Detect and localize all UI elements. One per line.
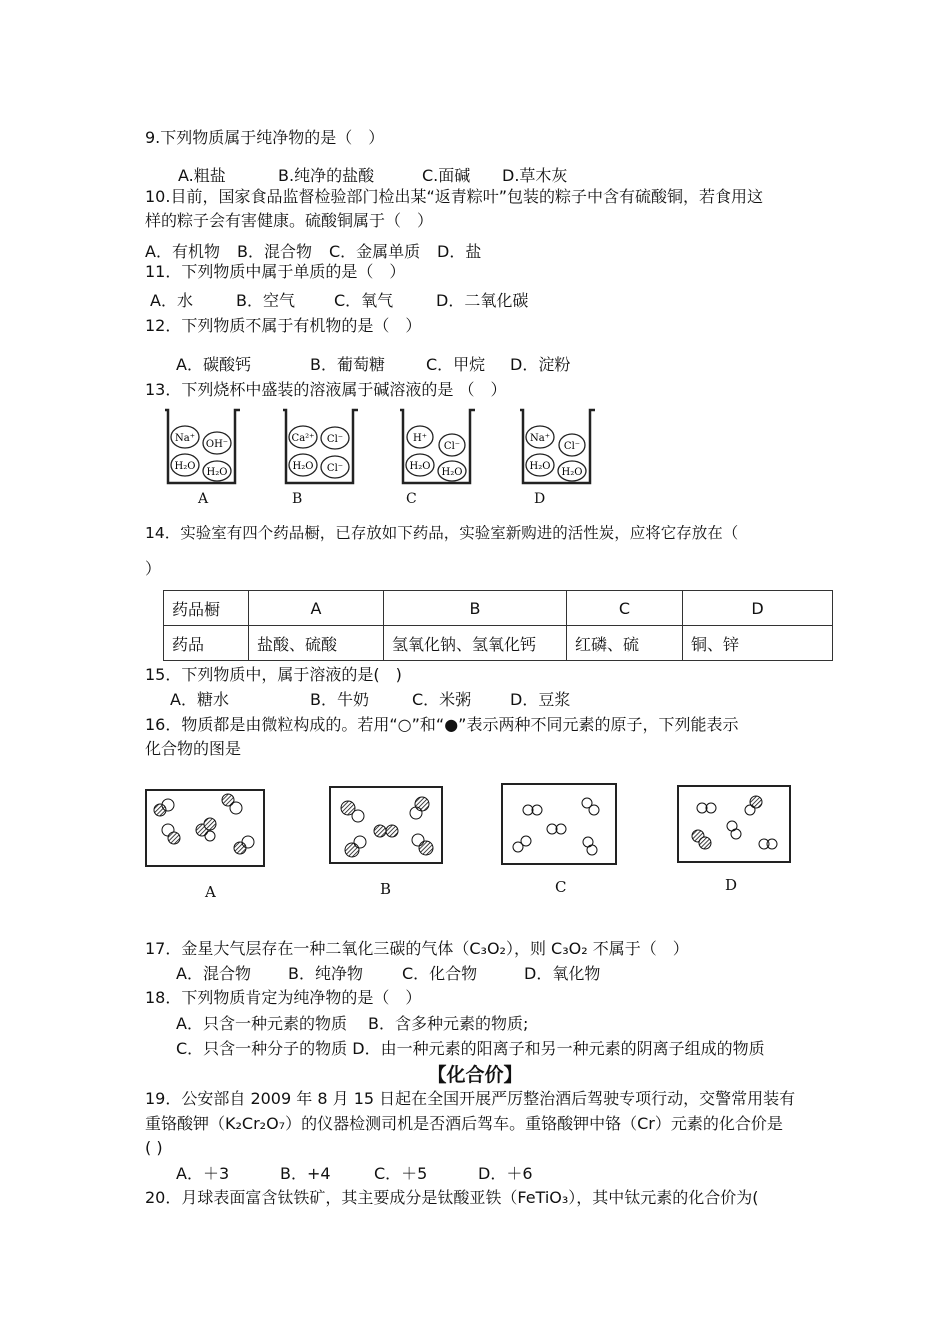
beaker-label: B [292, 491, 303, 507]
table-cell: 铜、锌 [683, 626, 833, 661]
option: C.面碱 [422, 166, 471, 185]
option: C．甲烷 [426, 355, 486, 374]
option: A．混合物 [176, 964, 251, 983]
option: D．盐 [437, 242, 482, 261]
table-cell: A [249, 591, 384, 626]
question-12: 12．下列物质不属于有机物的是（ ） [145, 316, 422, 335]
question-15-options [170, 689, 570, 711]
question-9-options [178, 165, 567, 187]
table-cell: 盐酸、硫酸 [249, 626, 384, 661]
diagram-c [502, 784, 616, 864]
question-12-options [176, 354, 570, 376]
beaker-label: C [406, 491, 417, 507]
option: B.纯净的盐酸 [278, 166, 375, 185]
option: A．水 [150, 291, 193, 310]
beaker-figure [160, 405, 640, 485]
option: B．混合物 [237, 242, 312, 261]
question-20: 20．月球表面富含钛铁矿，其主要成分是钛酸亚铁（FeTiO₃），其中钛元素的化合价为( [145, 1188, 759, 1207]
table-cell: C [567, 591, 683, 626]
option: C．化合物 [402, 964, 478, 983]
option: D．豆浆 [510, 690, 571, 709]
ion-label: H₂O [206, 467, 228, 478]
question-11: 11．下列物质中属于单质的是（ ） [145, 262, 406, 281]
table-cell: 氢氧化钠、氢氧化钙 [384, 626, 567, 661]
table-cell: D [683, 591, 833, 626]
ion-label: Cl⁻ [443, 441, 461, 452]
ion-label: Cl⁻ [563, 441, 581, 452]
beaker-label: D [534, 491, 546, 507]
question-9: 9.下列物质属于纯净物的是（ ） [145, 128, 385, 147]
ion-label: H₂O [174, 461, 196, 472]
diagram-label: B [380, 880, 392, 898]
question-17: 17．金星大气层存在一种二氧化三碳的气体（C₃O₂），则 C₃O₂ 不属于（ ） [145, 939, 689, 958]
question-19-line2: 重铬酸钾（K₂Cr₂O₇）的仪器检测司机是否酒后驾车。重铬酸钾中铬（Cr）元素的化合价是 [145, 1114, 783, 1133]
diagram-label: A [205, 883, 216, 901]
option: C．金属单质 [329, 242, 421, 261]
question-10-line1: 10.目前，国家食品监督检验部门检出某“返青粽叶”包装的粽子中含有硫酸铜，若食用这 [145, 187, 764, 206]
ion-label: Cl⁻ [326, 434, 344, 445]
question-19-options [176, 1163, 533, 1185]
question-18: 18．下列物质肯定为纯净物的是（ ） [145, 988, 422, 1007]
table-row [164, 591, 833, 626]
question-17-options [176, 963, 600, 985]
question-11-options [150, 290, 528, 312]
ion-label: Na⁺ [530, 433, 550, 444]
question-10-line2: 样的粽子会有害健康。硫酸铜属于（ ） [145, 211, 434, 230]
option: C．＋5 [374, 1164, 428, 1183]
option: C．氧气 [334, 291, 394, 310]
beaker-c [400, 410, 475, 483]
table-row [164, 626, 833, 661]
beaker-b [283, 410, 358, 483]
ion-label: H⁺ [413, 433, 427, 444]
molecule-figure [140, 780, 800, 870]
table-cell: 药品橱 [164, 591, 249, 626]
option: D．＋6 [478, 1164, 533, 1183]
diagram-d [678, 786, 790, 862]
option: B．牛奶 [310, 690, 369, 709]
option: B．纯净物 [288, 964, 363, 983]
ion-label: OH⁻ [205, 439, 229, 450]
question-18-options-ab: A．只含一种元素的物质 B．含多种元素的物质; [176, 1014, 529, 1033]
beaker-label: A [198, 491, 209, 507]
table-cell: 药品 [164, 626, 249, 661]
question-15: 15．下列物质中，属于溶液的是( ) [145, 665, 402, 684]
option: D．淀粉 [510, 355, 571, 374]
diagram-label: D [725, 876, 738, 894]
option: A．有机物 [145, 242, 220, 261]
cabinet-table [163, 590, 833, 661]
question-18-options-cd: C．只含一种分子的物质 D．由一种元素的阳离子和另一种元素的阴离子组成的物质 [176, 1039, 765, 1058]
question-19-line1: 19．公安部自 2009 年 8 月 15 日起在全国开展严厉整治酒后驾驶专项行动，交警常用装有 [145, 1089, 796, 1108]
option: B．葡萄糖 [310, 355, 385, 374]
ion-label: H₂O [441, 467, 463, 478]
option: B．空气 [236, 291, 295, 310]
diagram-label: C [555, 878, 567, 896]
section-heading: 【化合价】 [427, 1064, 523, 1086]
option: D．二氧化碳 [436, 291, 529, 310]
question-16-line2: 化合物的图是 [145, 739, 242, 758]
table-cell: 红磷、硫 [567, 626, 683, 661]
ion-label: H₂O [561, 467, 583, 478]
question-13: 13．下列烧杯中盛装的溶液属于碱溶液的是 （ ） [145, 380, 507, 399]
ion-label: Ca²⁺ [291, 433, 315, 444]
option: A.粗盐 [178, 166, 226, 185]
diagram-a [146, 790, 264, 866]
question-14-line2: ） [145, 559, 162, 578]
ion-label: H₂O [292, 461, 314, 472]
beaker-a [165, 410, 240, 483]
option: C．米粥 [412, 690, 472, 709]
table-cell: B [384, 591, 567, 626]
ion-label: H₂O [529, 461, 551, 472]
diagram-b [330, 787, 442, 863]
beaker-d [520, 410, 595, 483]
ion-label: Cl⁻ [326, 463, 344, 474]
ion-label: H₂O [409, 461, 431, 472]
option: D．氧化物 [524, 964, 601, 983]
option: B．+4 [280, 1164, 331, 1183]
question-14-line1: 14．实验室有四个药品橱，已存放如下药品，实验室新购进的活性炭，应将它存放在（ [145, 524, 739, 542]
option: D.草木灰 [502, 166, 568, 185]
option: A．碳酸钙 [176, 355, 251, 374]
question-10-options [145, 241, 481, 263]
question-19-line3: ( ) [145, 1138, 163, 1157]
question-16-line1: 16．物质都是由微粒构成的。若用“○”和“●”表示两种不同元素的原子，下列能表示 [145, 715, 739, 734]
option: A．＋3 [176, 1164, 230, 1183]
option: A．糖水 [170, 690, 229, 709]
ion-label: Na⁺ [175, 433, 195, 444]
